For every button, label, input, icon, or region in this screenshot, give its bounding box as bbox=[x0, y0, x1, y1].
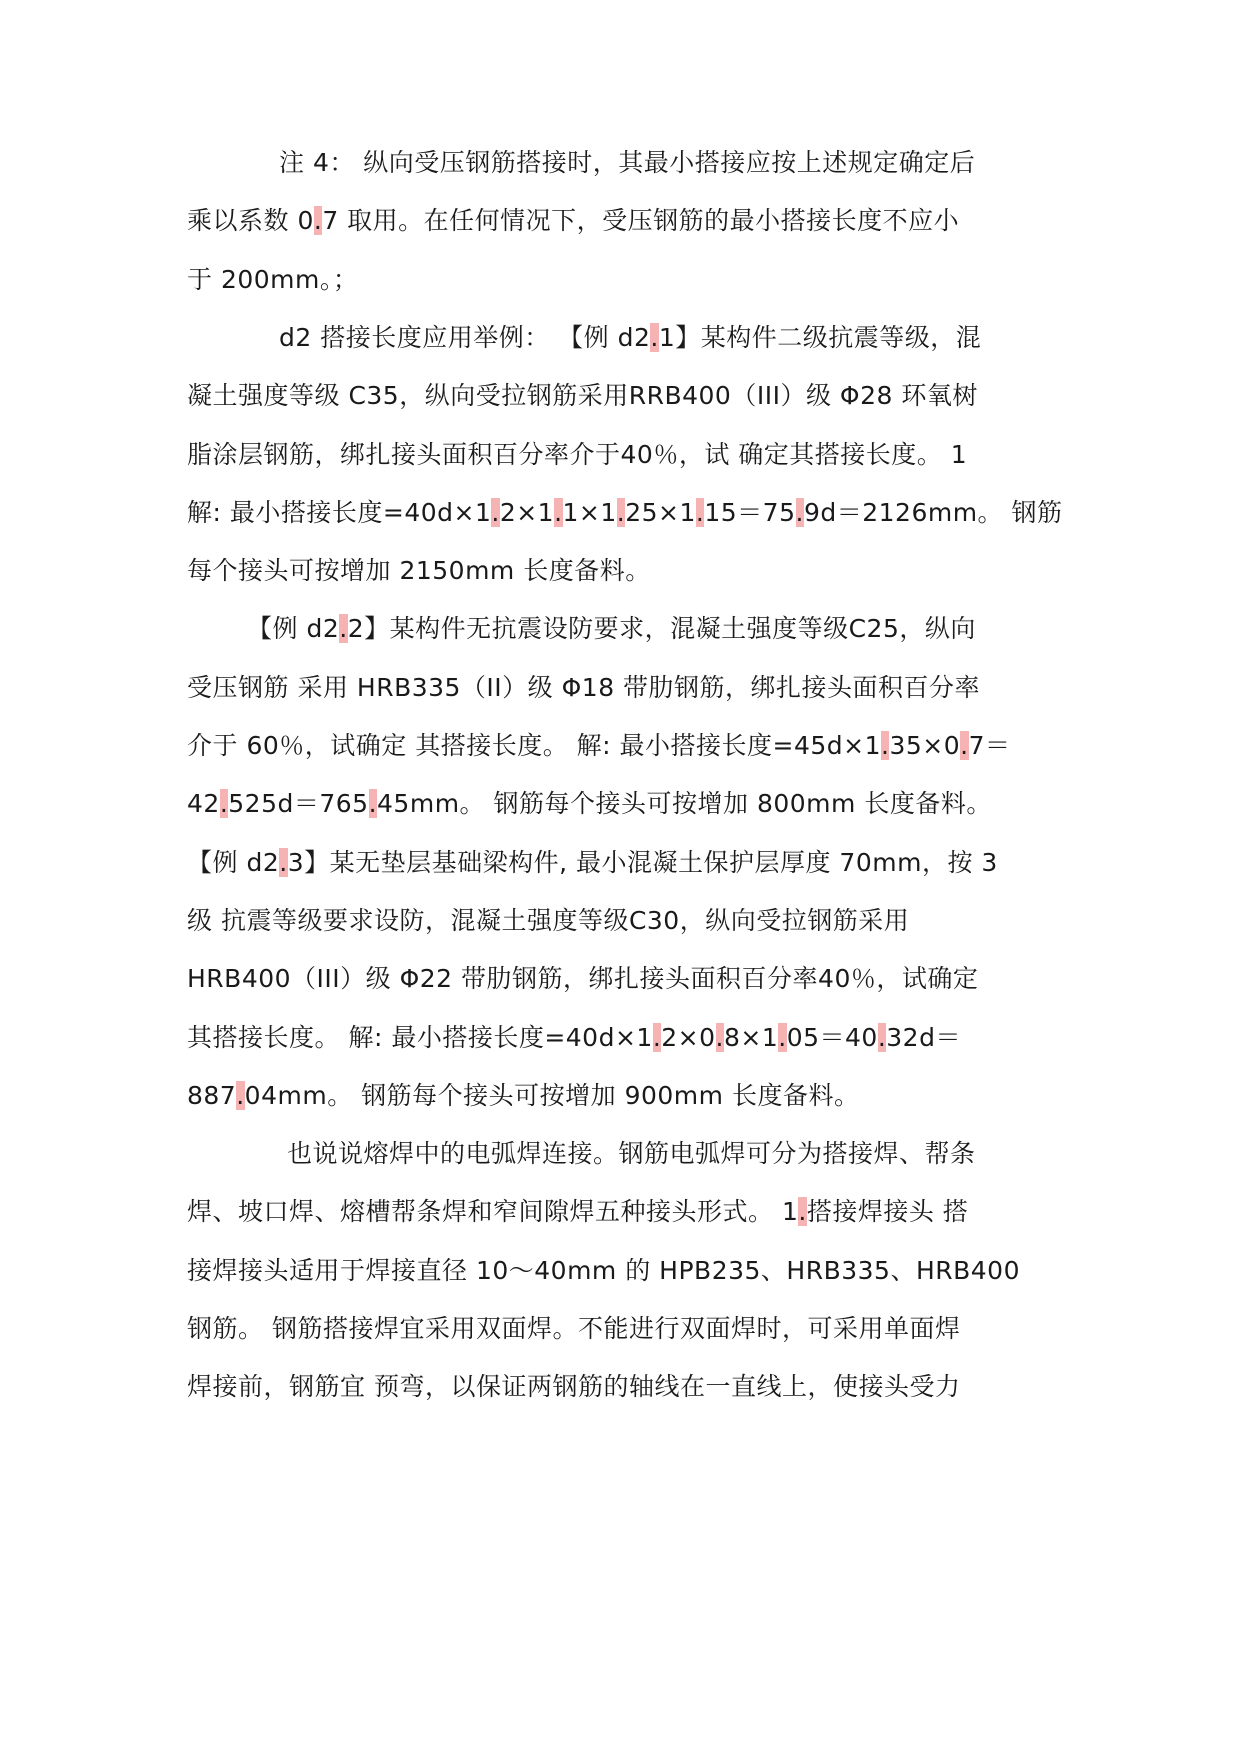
text-segment: 05＝40 bbox=[786, 1022, 878, 1052]
text-segment: 7 取用。在任何情况下，受压钢筋的最小搭接长度不应小 bbox=[322, 206, 960, 236]
text-segment: 级 抗震等级要求设防，混凝土强度等级C30，纵向受拉钢筋采用 bbox=[187, 905, 910, 935]
highlighted-dot: . bbox=[652, 1022, 662, 1052]
highlighted-dot: . bbox=[616, 497, 626, 527]
text-line bbox=[187, 784, 1087, 824]
text-segment: 接焊接头适用于焊接直径 10～40mm 的 HPB235、HRB335、HRB400 bbox=[187, 1255, 1020, 1285]
highlighted-dot: . bbox=[798, 1197, 807, 1227]
text-segment: 04mm。 钢筋每个接头可按增加 900mm 长度备料。 bbox=[244, 1080, 860, 1110]
text-segment: 乘以系数 0 bbox=[187, 206, 314, 236]
text-line bbox=[187, 201, 1087, 241]
text-segment: 15＝75 bbox=[704, 497, 796, 527]
text-line bbox=[187, 376, 1087, 416]
text-segment: 887 bbox=[187, 1080, 237, 1110]
text-segment: 3】某无垫层基础梁构件, 最小混凝土保护层厚度 70mm，按 3 bbox=[287, 847, 998, 877]
text-segment: 解: 最小搭接长度=40d×1 bbox=[187, 497, 492, 527]
highlighted-dot: . bbox=[778, 1022, 787, 1052]
text-segment: 525d＝765 bbox=[228, 789, 369, 819]
highlighted-dot: . bbox=[715, 1022, 724, 1052]
text-line bbox=[187, 551, 1087, 591]
text-segment: 8×1 bbox=[723, 1022, 779, 1052]
text-segment: 2】某构件无抗震设防要求，混凝土强度等级C25，纵向 bbox=[347, 614, 976, 644]
text-segment: 脂涂层钢筋，绑扎接头面积百分率介于40％，试 确定其搭接长度。 1 bbox=[187, 439, 968, 469]
text-segment: 介于 60％，试确定 其搭接长度。 解: 最小搭接长度=45d×1 bbox=[187, 731, 882, 760]
highlighted-dot: . bbox=[279, 847, 288, 877]
text-line bbox=[187, 1251, 1087, 1291]
text-segment: 2×0 bbox=[661, 1022, 716, 1052]
text-segment: 焊、坡口焊、熔槽帮条焊和窄间隙焊五种接头形式。 1 bbox=[187, 1197, 799, 1227]
text-segment: 注 4： 纵向受压钢筋搭接时，其最小搭接应按上述规定确定后 bbox=[279, 148, 976, 177]
text-line bbox=[187, 668, 1087, 708]
text-segment: 9d＝2126mm。 钢筋 bbox=[803, 497, 1063, 527]
text-segment: 其搭接长度。 解: 最小搭接长度=40d×1 bbox=[187, 1022, 653, 1052]
highlighted-dot: . bbox=[491, 497, 500, 527]
text-segment: 32d＝ bbox=[886, 1022, 961, 1052]
text-segment: 1×1 bbox=[562, 497, 617, 527]
text-line bbox=[187, 959, 1087, 999]
text-line bbox=[187, 843, 1087, 883]
highlighted-dot: . bbox=[881, 731, 890, 760]
highlighted-dot: . bbox=[339, 614, 348, 644]
text-line bbox=[187, 1076, 1087, 1116]
text-segment: 35×0 bbox=[889, 731, 961, 760]
text-line bbox=[187, 260, 1087, 300]
text-segment: 也说说熔焊中的电弧焊连接。钢筋电弧焊可分为搭接焊、帮条 bbox=[287, 1139, 976, 1169]
text-line bbox=[187, 493, 1087, 533]
highlighted-dot: . bbox=[554, 497, 563, 527]
text-segment: 45mm。 钢筋每个接头可按增加 800mm 长度备料。 bbox=[377, 789, 992, 819]
text-segment: 每个接头可按增加 2150mm 长度备料。 bbox=[187, 556, 651, 586]
highlighted-dot: . bbox=[695, 497, 705, 527]
highlighted-dot: . bbox=[650, 322, 659, 352]
text-line bbox=[187, 609, 1147, 649]
text-segment: 于 200mm。； bbox=[187, 264, 359, 294]
highlighted-dot: . bbox=[313, 206, 323, 236]
text-segment: 25×1 bbox=[625, 497, 696, 527]
text-segment: 7＝ bbox=[968, 731, 1011, 760]
text-line bbox=[187, 1018, 1087, 1058]
text-line bbox=[187, 901, 1087, 941]
text-line bbox=[187, 318, 1179, 358]
text-segment: 1】某构件二级抗震等级，混 bbox=[658, 322, 982, 352]
highlighted-dot: . bbox=[236, 1080, 245, 1110]
text-segment: 钢筋。 钢筋搭接焊宜采用双面焊。不能进行双面焊时，可采用单面焊 bbox=[187, 1314, 961, 1343]
text-segment: 凝土强度等级 C35，纵向受拉钢筋采用RRB400（III）级 Φ28 环氧树 bbox=[187, 381, 978, 411]
text-segment: 焊接前，钢筋宜 预弯，以保证两钢筋的轴线在一直线上，使接头受力 bbox=[187, 1372, 961, 1402]
text-segment: 2×1 bbox=[499, 497, 555, 527]
highlighted-dot: . bbox=[960, 731, 969, 760]
text-segment: 受压钢筋 采用 HRB335（II）级 Φ18 带肋钢筋，绑扎接头面积百分率 bbox=[187, 672, 981, 702]
text-segment: 搭接焊接头 搭 bbox=[806, 1197, 969, 1227]
text-line bbox=[187, 1192, 1087, 1232]
text-segment: 【例 d2 bbox=[247, 614, 340, 644]
highlighted-dot: . bbox=[877, 1022, 887, 1052]
text-line bbox=[187, 143, 1179, 183]
highlighted-dot: . bbox=[219, 789, 229, 819]
text-segment: 【例 d2 bbox=[187, 847, 280, 877]
text-line bbox=[187, 1309, 1087, 1349]
text-line bbox=[187, 435, 1087, 475]
highlighted-dot: . bbox=[368, 789, 378, 819]
highlighted-dot: . bbox=[795, 497, 804, 527]
text-segment: HRB400（III）级 Φ22 带肋钢筋，绑扎接头面积百分率40％，试确定 bbox=[187, 964, 979, 994]
text-line bbox=[187, 1134, 1187, 1174]
text-line bbox=[187, 1367, 1087, 1407]
text-line bbox=[187, 726, 1087, 766]
text-segment: 42 bbox=[187, 789, 220, 819]
text-segment: d2 搭接长度应用举例： 【例 d2 bbox=[279, 322, 651, 352]
